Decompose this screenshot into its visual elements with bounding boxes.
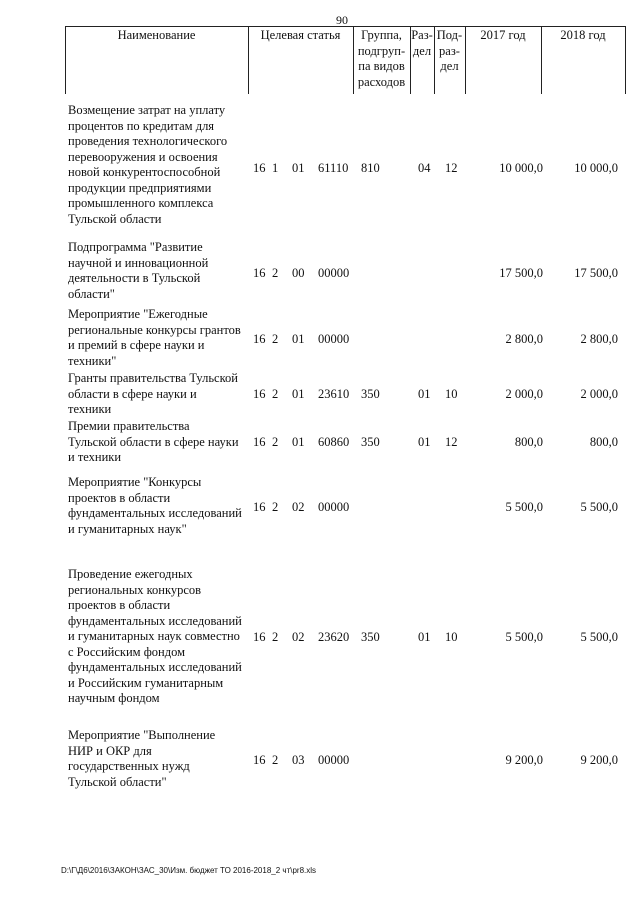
cell-2018: 2 000,0 [580,387,618,401]
header-2017: 2017 год [480,28,526,42]
row-name: Гранты правительства Тульской области в сфере науки и техники [68,371,238,416]
header-group: Группа, подгруп- па видов расходов [357,28,406,89]
row-name: Проведение ежегодных региональных конкурсов проектов в области фундаментальных исследований и гуманитарных наук совместно с Российским фондом фундаментальных исследований и Российским гуманитарным научным фондом [68,567,242,705]
cell-section: 04 [418,161,431,175]
cell-code-3: 02 [292,630,305,644]
cell-code-4: 61110 [318,161,349,175]
cell-2017: 17 500,0 [499,266,543,280]
cell-2017: 10 000,0 [499,161,543,175]
cell-code-4: 00000 [318,753,350,767]
cell-group: 810 [361,161,380,175]
cell-code-4: 23620 [318,630,350,644]
cell-code-2: 2 [272,266,279,280]
cell-code-2: 2 [272,500,279,514]
cell-code-2: 2 [272,332,279,346]
cell-code-1: 16 [253,387,266,401]
cell-group: 350 [361,435,380,449]
cell-subsection: 12 [445,435,458,449]
cell-section: 01 [418,435,431,449]
cell-2018: 10 000,0 [574,161,618,175]
cell-subsection: 10 [445,630,458,644]
cell-code-3: 01 [292,161,305,175]
row-name: Возмещение затрат на уплату процентов по кредитам для проведения технологического перевооружения и освоения новой конкурентоспособной продукции предприятиями промышленного комплекса Тульской области [68,103,228,226]
cell-code-4: 23610 [318,387,350,401]
cell-code-1: 16 [253,630,266,644]
cell-2018: 2 800,0 [580,332,618,346]
cell-group: 350 [361,630,380,644]
cell-group: 350 [361,387,380,401]
cell-code-3: 03 [292,753,305,767]
cell-subsection: 10 [445,387,458,401]
cell-code-1: 16 [253,500,266,514]
cell-code-2: 2 [272,387,279,401]
cell-code-2: 2 [272,630,279,644]
cell-section: 01 [418,387,431,401]
cell-code-2: 1 [272,161,279,175]
cell-2018: 9 200,0 [580,753,618,767]
cell-subsection: 12 [445,161,458,175]
cell-code-4: 00000 [318,266,350,280]
cell-2017: 2 000,0 [505,387,543,401]
header-name: Наименование [117,28,196,42]
cell-code-4: 00000 [318,500,350,514]
cell-code-3: 00 [292,266,305,280]
cell-2017: 800,0 [514,435,543,449]
row-name: Мероприятие "Ежегодные региональные конкурсы грантов и премий в сфере науки и техники" [68,307,241,368]
cell-code-3: 01 [292,387,305,401]
cell-2017: 5 500,0 [505,630,543,644]
cell-code-2: 2 [272,435,279,449]
header-target: Целевая статья [260,28,341,42]
cell-code-4: 00000 [318,332,350,346]
row-name: Подпрограмма "Развитие научной и инновационной деятельности в Тульской области" [68,240,209,301]
cell-2017: 2 800,0 [505,332,543,346]
file-path-footer: D:\Г\Д6\2016\ЗАКОН\ЗАС_30\Изм. бюджет ТО 2016-2018_2 чт\pr8.xls [61,866,317,875]
header-2018: 2018 год [560,28,606,42]
cell-code-4: 60860 [318,435,350,449]
cell-section: 01 [418,630,431,644]
cell-2017: 9 200,0 [505,753,543,767]
row-name: Премии правительства Тульской области в сфере науки и техники [68,419,239,464]
header-subsection: Под- раз- дел [436,28,463,73]
cell-2018: 5 500,0 [580,500,618,514]
cell-2018: 800,0 [589,435,618,449]
row-name: Мероприятие "Выполнение НИР и ОКР для государственных нужд Тульской области" [68,728,216,789]
cell-code-1: 16 [253,753,266,767]
cell-code-1: 16 [253,161,266,175]
header-section: Раз- дел [411,28,433,58]
row-name: Мероприятие "Конкурсы проектов в области фундаментальных исследований и гуманитарных наук" [68,475,242,536]
cell-code-1: 16 [253,266,266,280]
table-header [65,26,626,94]
cell-code-3: 01 [292,332,305,346]
cell-code-3: 01 [292,435,305,449]
page-number: 90 [336,13,348,27]
cell-2018: 17 500,0 [574,266,618,280]
cell-2018: 5 500,0 [580,630,618,644]
cell-code-1: 16 [253,435,266,449]
cell-code-2: 2 [272,753,279,767]
cell-2017: 5 500,0 [505,500,543,514]
cell-code-1: 16 [253,332,266,346]
cell-code-3: 02 [292,500,305,514]
